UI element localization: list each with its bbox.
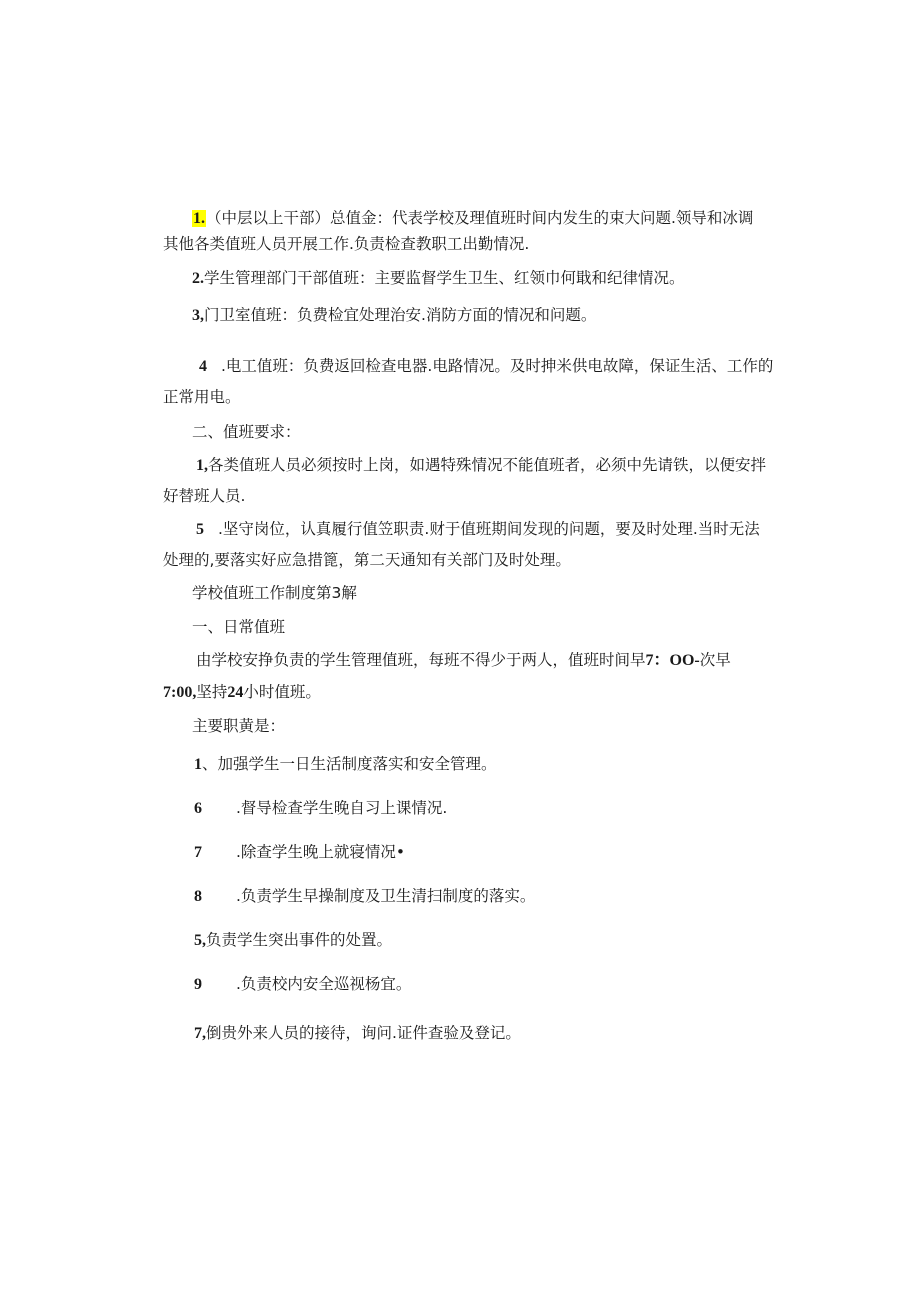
duty-item (194, 798, 447, 819)
duty-item (194, 1023, 521, 1044)
duty-number: 7 (194, 844, 202, 861)
duty-number: 8 (194, 888, 202, 905)
duty-text: 负责学生突出事件的处置。 (206, 931, 393, 949)
paragraph-3 (192, 305, 596, 326)
hours-value: 24 (227, 684, 244, 701)
duty-item (194, 974, 411, 995)
duties-title: 主要职黄是： (192, 717, 286, 735)
paragraph-text: （中层以上干部）总值金：代表学校及理值班时间内发生的束大问题.领导和冰调 (206, 209, 754, 227)
paragraph-number: 5 (196, 521, 204, 538)
duty-number: 6 (194, 800, 202, 817)
requirement-1-line-1 (196, 455, 766, 476)
duty-number: 1 (194, 756, 202, 773)
paragraph-text: 由学校安挣负责的学生管理值班，每班不得少于两人，值班时间早 (196, 651, 646, 669)
paragraph-text: 坚持 (196, 683, 228, 701)
duty-text: .督导检查学生晚自习上课情况. (236, 799, 448, 817)
duty-item (194, 886, 535, 907)
requirement-2-line-1 (196, 519, 760, 540)
duty-number: 7, (194, 1025, 206, 1042)
duty-text: .除查学生晚上就寝情况• (236, 843, 406, 861)
duty-number: 9 (194, 976, 202, 993)
paragraph-text: .坚守岗位，认真履行值笠职责.财于值班期间发现的问题，要及时处理.当时无法 (218, 520, 760, 538)
paragraph-4-line-1 (199, 356, 773, 377)
time-value: 7：OO- (645, 652, 700, 669)
duty-item (194, 754, 497, 775)
paragraph-text: 各类值班人员必须按时上岗，如遇特殊情况不能值班者，必须中先请铁，以便安拌 (208, 456, 767, 474)
duty-text: 倒贵外来人员的接待，询问.证件查验及登记。 (206, 1024, 521, 1042)
duty-text: .负责校内安全巡视杨宜。 (236, 975, 412, 993)
daily-duty-line-1 (196, 650, 731, 671)
paragraph-text: 次早 (699, 651, 731, 669)
paragraph-text: 小时值班。 (243, 683, 321, 701)
paragraph-2 (192, 268, 685, 289)
section-heading-requirements: 二、值班要求： (192, 423, 301, 441)
paragraph-1-line-1 (192, 208, 753, 229)
duty-text: 、加强学生一日生活制度落实和安全管理。 (202, 755, 497, 773)
paragraph-4-line-2: 正常用电。 (163, 388, 241, 406)
paragraph-number: 1, (196, 457, 208, 474)
time-value: 7:00, (163, 684, 197, 701)
section-title: 学校值班工作制度第3解 (192, 584, 357, 602)
duty-number: 5, (194, 932, 206, 949)
paragraph-text: 门卫室值班：负费检宜处理治安.消防方面的情况和问题。 (204, 306, 597, 324)
highlighted-number: 1. (193, 210, 205, 227)
duty-item (194, 842, 405, 863)
paragraph-text: .电工值班：负费返回检查电器.电路情况。及时抻米供电故障，保证生活、工作的 (221, 357, 774, 375)
section-heading-daily-duty: 一、日常值班 (192, 618, 286, 636)
paragraph-text: 学生管理部门干部值班：主要监督学生卫生、红领巾何戢和纪律情况。 (204, 269, 685, 287)
daily-duty-line-2 (163, 682, 321, 703)
requirement-1-line-2: 好替班人员. (163, 487, 246, 505)
paragraph-1-line-2: 其他各类值班人员开展工作.负责检查教职工出勤情况. (163, 235, 530, 253)
duty-text: .负责学生早操制度及卫生清扫制度的落实。 (236, 887, 536, 905)
paragraph-number: 4 (199, 358, 207, 375)
requirement-2-line-2: 处理的,要落实好应急措篦，第二天通知有关部门及时处理。 (163, 551, 571, 569)
paragraph-number: 2. (192, 270, 204, 287)
paragraph-number: 3, (192, 307, 204, 324)
duty-item (194, 930, 392, 951)
